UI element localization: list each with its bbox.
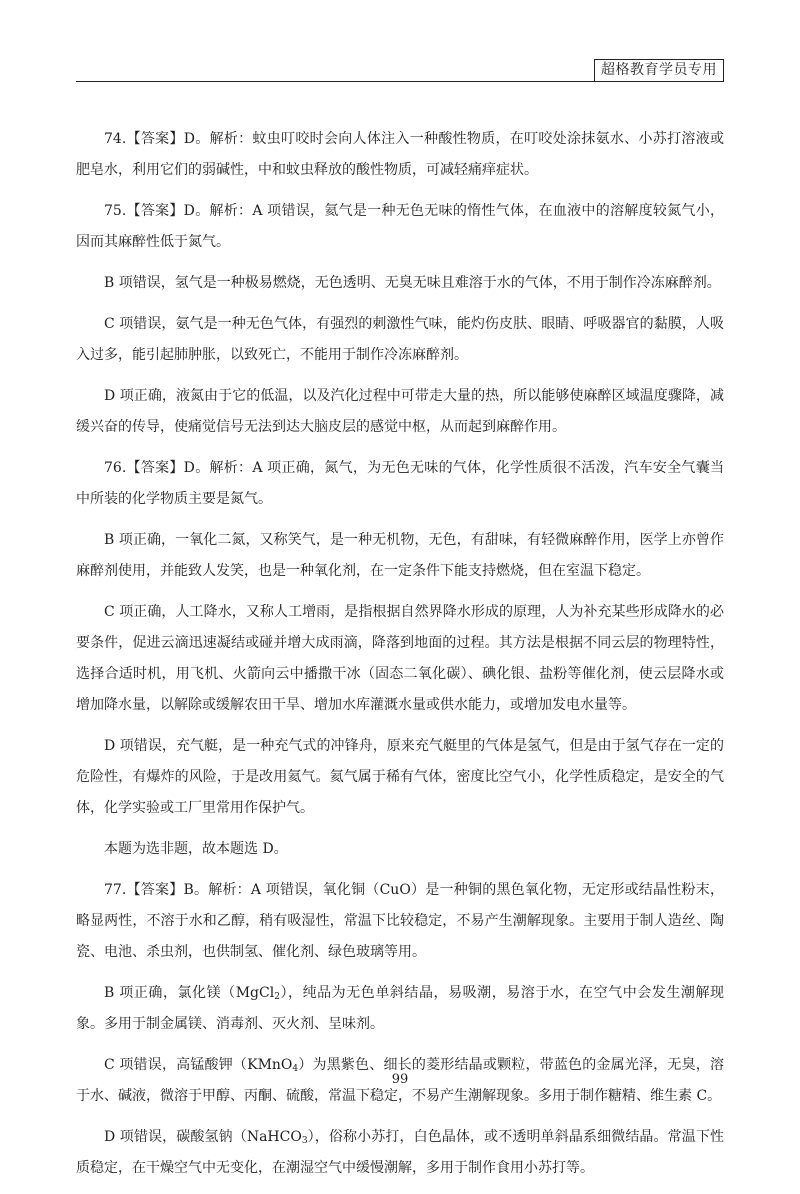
answer-76-option-d: D 项错误，充气艇，是一种充气式的冲锋舟，原来充气艇里的气体是氢气，但是由于氢气存在一定的危险性，有爆炸的风险，于是改用氦气。氦气属于稀有气体，密度比空气小，化学性质稳定，是安全的气体，化学实验或工厂里常用作保护气。 <box>76 738 724 816</box>
header-label: 超格教育学员专用 <box>594 59 724 82</box>
text-segment: D 项错误，碳酸氢钠（NaHCO <box>104 1129 302 1145</box>
text-segment: ）为黑紫色、细长的菱形结晶或颗粒，带蓝色的金属光泽，无臭，溶于水、碱液，微溶于甲醇、丙酮、硫酸，常温下稳定，不易产生潮解现象。多用于制作糖精、维生素 C。 <box>76 1057 724 1104</box>
subscript: 2 <box>274 992 280 1002</box>
text-segment: C 项错误，高锰酸钾（KMnO <box>104 1057 293 1073</box>
text-segment: ），俗称小苏打，白色晶体，或不透明单斜晶系细微结晶。常温下性质稳定，在干燥空气中无变化，在潮湿空气中缓慢潮解，多用于制作食用小苏打等。 <box>76 1129 725 1176</box>
answer-76-option-b: B 项正确，一氧化二氮，又称笑气，是一种无机物，无色，有甜味，有轻微麻醉作用，医学上亦曾作麻醉剂使用，并能致人发笑，也是一种氧化剂，在一定条件下能支持燃烧，但在室温下稳定。 <box>76 532 724 579</box>
answer-75: 75.【答案】D。解析：A 项错误，氦气是一种无色无味的惰性气体，在血液中的溶解度较氮气小，因而其麻醉性低于氮气。 <box>76 203 724 250</box>
subscript: 3 <box>301 1136 308 1146</box>
document-body <box>76 124 724 1194</box>
answer-75-option-d: D 项正确，液氮由于它的低温，以及汽化过程中可带走大量的热，所以能够使麻醉区域温度骤降，减缓兴奋的传导，使痛觉信号无法到达大脑皮层的感觉中枢，从而起到麻醉作用。 <box>76 388 724 435</box>
text-segment: B 项正确，氯化镁（MgCl <box>104 985 275 1001</box>
answer-77-option-d <box>76 1122 724 1184</box>
text-segment: ），纯品为无色单斜结晶，易吸潮，易溶于水，在空气中会发生潮解现象。多用于制金属镁、消毒剂、灭火剂、呈味剂。 <box>76 985 724 1032</box>
answer-75-option-b: B 项错误，氢气是一种极易燃烧，无色透明、无臭无味且难溶于水的气体，不用于制作冷冻麻醉剂。 <box>104 275 721 291</box>
answer-76: 76.【答案】D。解析：A 项正确，氮气，为无色无味的气体，化学性质很不活泼，汽车安全气囊当中所装的化学物质主要是氮气。 <box>76 460 724 507</box>
answer-77: 77.【答案】B。解析：A 项错误，氧化铜（CuO）是一种铜的黑色氧化物，无定形或结晶性粉末，略显两性，不溶于水和乙醇，稍有吸湿性，常温下比较稳定，不易产生潮解现象。主要用于制人造丝、陶瓷、电池、杀虫剂，也供制氢、催化剂、绿色玻璃等用。 <box>76 882 724 960</box>
answer-76-option-c: C 项正确，人工降水，又称人工增雨，是指根据自然界降水形成的原理，人为补充某些形成降水的必要条件，促进云滴迅速凝结或碰并增大成雨滴，降落到地面的过程。其方法是根据不同云层的物理特性，选择合适时机，用飞机、火箭向云中播撒干冰（固态二氧化碳）、碘化银、盐粉等催化剂，使云层降水或增加降水量，以解除或缓解农田干旱、增加水库灌溉水量或供水能力，或增加发电水量等。 <box>76 604 724 713</box>
header-rule <box>76 81 724 82</box>
answer-74: 74.【答案】D。解析：蚊虫叮咬时会向人体注入一种酸性物质，在叮咬处涂抹氨水、小苏打溶液或肥皂水，利用它们的弱碱性，中和蚊虫释放的酸性物质，可减轻痛痒症状。 <box>76 131 724 178</box>
page-number: 99 <box>391 1072 409 1087</box>
answer-77-option-b <box>76 978 724 1040</box>
answer-75-option-c: C 项错误，氨气是一种无色气体，有强烈的刺激性气味，能灼伤皮肤、眼睛、呼吸器官的黏膜，人吸入过多，能引起肺肿胀，以致死亡，不能用于制作冷冻麻醉剂。 <box>76 316 724 363</box>
answer-76-conclusion: 本题为选非题，故本题选 D。 <box>104 841 288 857</box>
subscript: 4 <box>292 1064 299 1074</box>
